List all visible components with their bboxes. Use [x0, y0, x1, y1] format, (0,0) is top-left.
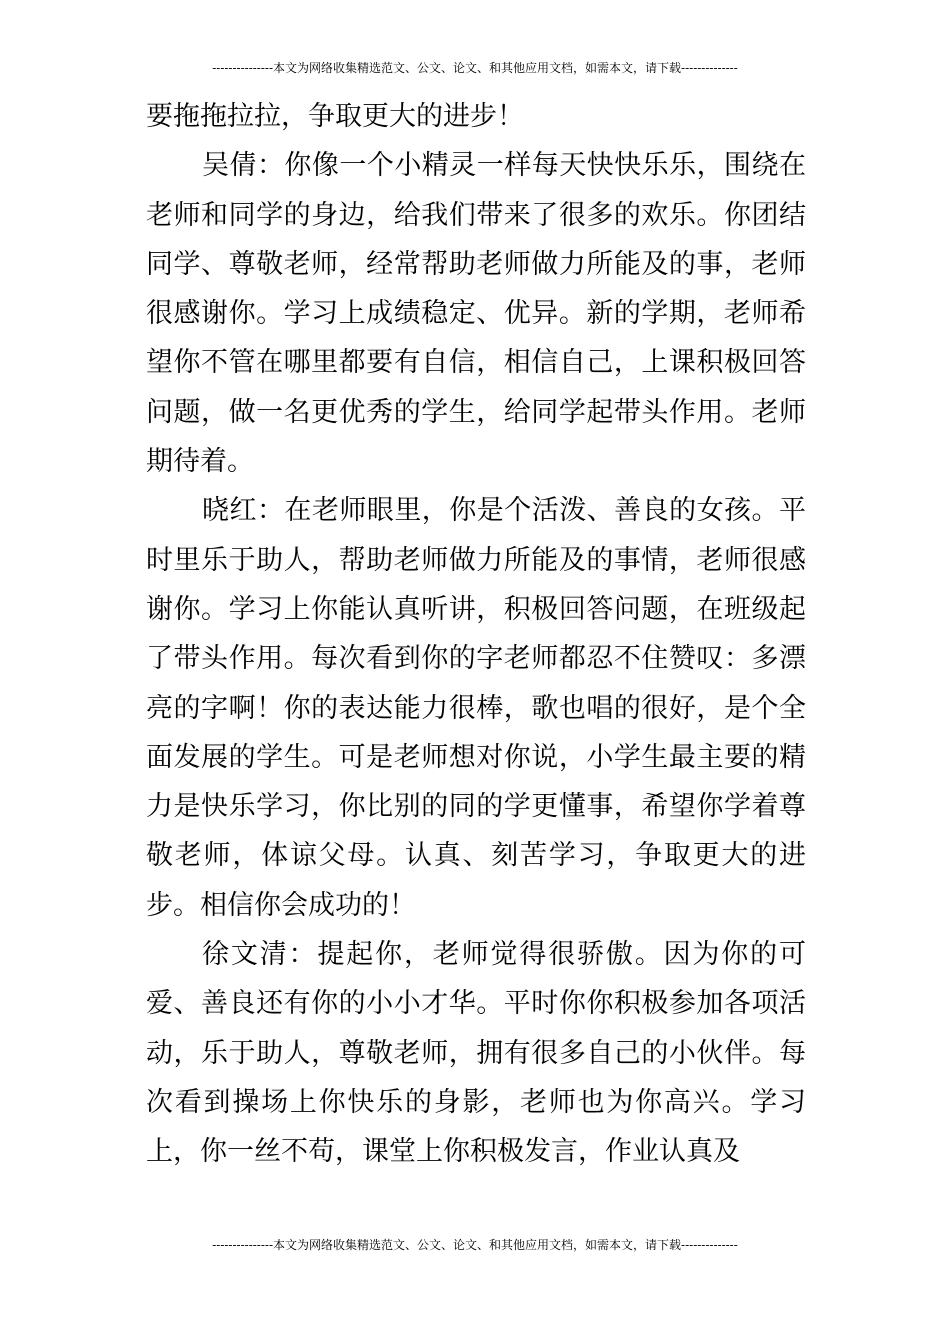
- paragraph-comment-xuwenqing: 徐文清：提起你，老师觉得很骄傲。因为你的可爱、善良还有你的小小才华。平时你你积极参加各项活动，乐于助人，尊敬老师，拥有很多自己的小伙伴。每次看到操场上你快乐的身影，老师也为你高兴。学习上，你一丝不苟，课堂上你积极发言，作业认真及: [146, 939, 806, 1168]
- document-body: [146, 92, 806, 1177]
- paragraph-comment-xiaohong: 晓红：在老师眼里，你是个活泼、善良的女孩。平时里乐于助人，帮助老师做力所能及的事情，老师很感谢你。学习上你能认真听讲，积极回答问题，在班级起了带头作用。每次看到你的字老师都忍不住赞叹：多漂亮的字啊！你的表达能力很棒，歌也唱的很好，是个全面发展的学生。可是老师想对你说，小学生最主要的精力是快乐学习，你比别的同的学更懂事，希望你学着尊敬老师，体谅父母。认真、刻苦学习，争取更大的进步。相信你会成功的！: [146, 495, 806, 921]
- paragraph-continuation: 要拖拖拉拉，争取更大的进步！: [146, 101, 524, 132]
- page-footer: ---------------本文为网络收集精选范文、公文、论文、和其他应用文档，如需本文，请下载--------------: [212, 1238, 738, 1252]
- paragraph-comment-wuqian: 吴倩：你像一个小精灵一样每天快快乐乐，围绕在老师和同学的身边，给我们带来了很多的欢乐。你团结同学、尊敬老师，经常帮助老师做力所能及的事，老师很感谢你。学习上成绩稳定、优异。新的学期，老师希望你不管在哪里都要有自信，相信自己，上课积极回答问题，做一名更优秀的学生，给同学起带头作用。老师期待着。: [146, 150, 806, 478]
- page-header: ---------------本文为网络收集精选范文、公文、论文、和其他应用文档，如需本文，请下载--------------: [212, 61, 738, 75]
